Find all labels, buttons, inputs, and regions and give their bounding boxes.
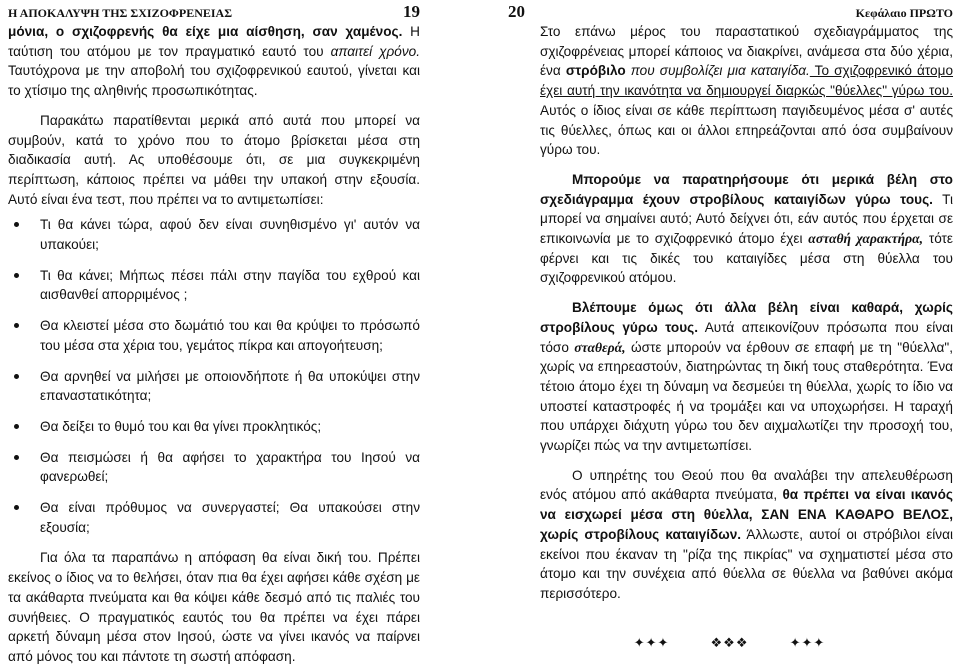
bullet-icon — [14, 222, 19, 227]
right-column-text — [500, 22, 959, 604]
bold-italic-text: σταθερά, — [574, 339, 626, 355]
bold-text: στρόβιλο — [565, 63, 626, 79]
text: Ο υπηρέτης του Θεού που θα αναλάβει την απελευθέρωση ενός ατόμου από ακάθαρτα πνεύματα, — [540, 467, 953, 503]
underlined-text: Το σχιζοφρενικό άτομο έχει αυτή την ικανότητα να δημιουργεί διαρκώς "θύελλες" γύρω του. — [540, 63, 954, 99]
bullet-icon — [14, 273, 19, 278]
list-item-text: Θα κλειστεί μέσα στο δωμάτιό του και θα κρύψει το πρόσωπό του μέσα στα χέρια του, γεμάτος πίκρα και απογοήτευση; — [40, 318, 420, 353]
ornament-diamond-icon: ✦✦✦ — [789, 636, 826, 651]
left-page-header — [0, 0, 452, 22]
bold-text: μόνια, ο σχιζοφρενής θα είχε μια αίσθηση, σαν χαμένος. — [8, 24, 403, 39]
paragraph: Παρακάτω παρατίθενται μερικά από αυτά που μπορεί να συμβούν, κατά το χρόνο που το άτομο βρίσκεται μέσα στη διαδικασία αυτή. Ας υποθέσουμε ότι, σε μια συγκεκριμένη περίπτωση, κάποιος πρέπει να μάθει την υπακοή στην εξουσία. Αυτό είναι ένα τεστ, που πρέπει να το αντιμετωπίσει: — [8, 112, 420, 207]
italic-text: απαιτεί χρόνο. — [330, 43, 421, 59]
bold-text: Μπορούμε να παρατηρήσουμε ότι μερικά βέλη στο σχεδιάγραμμα έχουν στροβίλους καταιγίδων γύρω τους. — [540, 171, 953, 207]
bullet-icon — [14, 505, 19, 510]
paragraph — [540, 170, 953, 288]
text: Ταυτόχρονα με την αποβολή του σχιζοφρενικού εαυτού, γίνεται και το χτίσιμο της αληθινής προσωπικότητας. — [8, 63, 420, 99]
italic-text: που συμβολίζει μια καταιγίδα. — [625, 63, 810, 79]
left-column-text — [0, 22, 452, 667]
running-title: Η ΑΠΟΚΑΛΥΨΗ ΤΗΣ ΣΧΙΖΟΦΡΕΝΕΙΑΣ — [8, 6, 233, 20]
text: Άλλωστε, αυτοί οι στρόβιλοι είναι εκείνοι που έκαναν τη "ρίζα της πικρίας" να σχηματιστεί μέσα στο άτομο και την συνέχεια από θύελλα σε θύελλα να βαθύνει ακόμα περισσότερο. — [540, 526, 953, 601]
list-item — [8, 215, 420, 254]
text: Αυτά απεικονίζουν πρόσωπα που είναι τόσο — [540, 319, 953, 355]
bullet-icon — [14, 323, 19, 328]
paragraph — [8, 22, 420, 101]
right-page — [500, 0, 959, 657]
running-title: Κεφάλαιο ΠΡΩΤΟ — [855, 6, 953, 20]
paragraph: Για όλα τα παραπάνω η απόφαση θα είναι δική του. Πρέπει εκείνος ο ίδιος να το θελήσει, όταν πια θα έχει αφήσει κάθε σχέση με τα ακάθαρτα πνεύματα και θα κόψει κάθε δεσμό από τις παλιές του συνήθειες. Ο πραγματικός εαυτός του θα πρέπει να έχει πάρει αρκετή δύναμη μέσα στον Ιησού, ώστε να γίνει ικανός να παίρνει από μόνος του και πάντοτε τη σωστή απόφαση. — [8, 550, 420, 664]
list-item-text: Θα πεισμώσει ή θα αφήσει το χαρακτήρα του Ιησού να φανερωθεί; — [40, 449, 420, 485]
text: τότε φέρνει και τις δικές του καταιγίδες μέσα στη θύελλα του σχιζοφρενικού ατόμου. — [540, 231, 953, 286]
page-number: 20 — [508, 2, 525, 21]
list-item-text: Θα είναι πρόθυμος να συνεργαστεί; Θα υπακούσει στην εξουσία; — [40, 500, 420, 535]
list-item — [8, 367, 420, 406]
text: Η ταύτιση του ατόμου με τον πραγματικό εαυτό του — [8, 24, 420, 59]
ornament-divider — [500, 634, 959, 654]
list-item — [8, 498, 420, 537]
text: ώστε μπορούν να έρθουν σε επαφή με τη "θύελλα", χωρίς να επηρεαστούν, διατηρώντας τη δική τους σταθερότητα. Ένα τέτοιο άτομο έχει τη δύναμη να δεσμεύει τη θύελλα, χωρίς το ίδιο να υποστεί καταστροφές ή να τρομάξει και να υποχωρήσει. Η ταραχή που υπάρχει διάχυτη γύρω του δεν αιχμαλωτίζει την προσοχή του, γνωρίζει πώς να την αντιμετωπίσει. — [540, 339, 953, 454]
list-item — [8, 417, 420, 437]
text: Τι μπορεί να σημαίνει αυτό; Αυτό δείχνει ότι, εάν αυτός που έρχεται σε επικοινωνία με το σχιζοφρενικό άτομο έχει — [540, 191, 953, 247]
list-item-text: Θα δείξει το θυμό του και θα γίνει προκλητικός; — [40, 418, 322, 434]
left-page — [0, 0, 452, 664]
bullet-icon — [14, 374, 19, 379]
right-page-header — [500, 0, 959, 22]
paragraph — [540, 22, 953, 160]
paragraph — [540, 466, 953, 604]
bold-text: θα πρέπει να είναι ικανός να εισχωρεί μέσα στη θύελλα, ΣΑΝ ΕΝΑ ΚΑΘΑΡΟ ΒΕΛΟΣ, χωρίς στροβίλους καταιγίδων. — [540, 487, 953, 542]
text: Αυτός ο ίδιος είναι σε κάθε περίπτωση παγιδευμένος μέσα σ' αυτές τις θύελλες, όπως και οι άλλοι επηρεάζονται από όσα συμβαίνουν γύρω του. — [540, 102, 953, 158]
text: Στο επάνω μέρος του παραστατικού σχεδιαγράμματος της σχιζοφρένειας μπορεί κάποιος να διακρίνει, ανάμεσα στα δύο χέρια, ένα — [540, 24, 953, 79]
bold-text: Βλέπουμε όμως ότι άλλα βέλη είναι καθαρά, χωρίς στροβίλους γύρω τους. — [540, 300, 953, 335]
bullet-icon — [14, 455, 19, 460]
list-item-text: Τι θα κάνει; Μήπως πέσει πάλι στην παγίδα του εχθρού και αισθανθεί απορριμένος ; — [40, 267, 420, 303]
ornament-diamond-icon: ❖❖❖ — [710, 636, 749, 651]
bullet-list — [8, 215, 420, 537]
paragraph — [540, 298, 953, 456]
list-item-text: Θα αρνηθεί να μιλήσει με οποιονδήποτε ή θα υποκύψει στην επαναστατικότητα; — [40, 368, 420, 404]
list-item — [8, 448, 420, 487]
bullet-icon — [14, 424, 19, 429]
ornament-diamond-icon: ✦✦✦ — [633, 636, 670, 651]
list-item-text: Τι θα κάνει τώρα, αφού δεν είναι συνηθισμένο γι' αυτόν να υπακούει; — [40, 217, 420, 253]
page-number: 19 — [403, 2, 420, 21]
list-item — [8, 266, 420, 305]
bold-italic-text: ασταθή χαρακτήρα, — [808, 231, 924, 247]
list-item — [8, 316, 420, 355]
